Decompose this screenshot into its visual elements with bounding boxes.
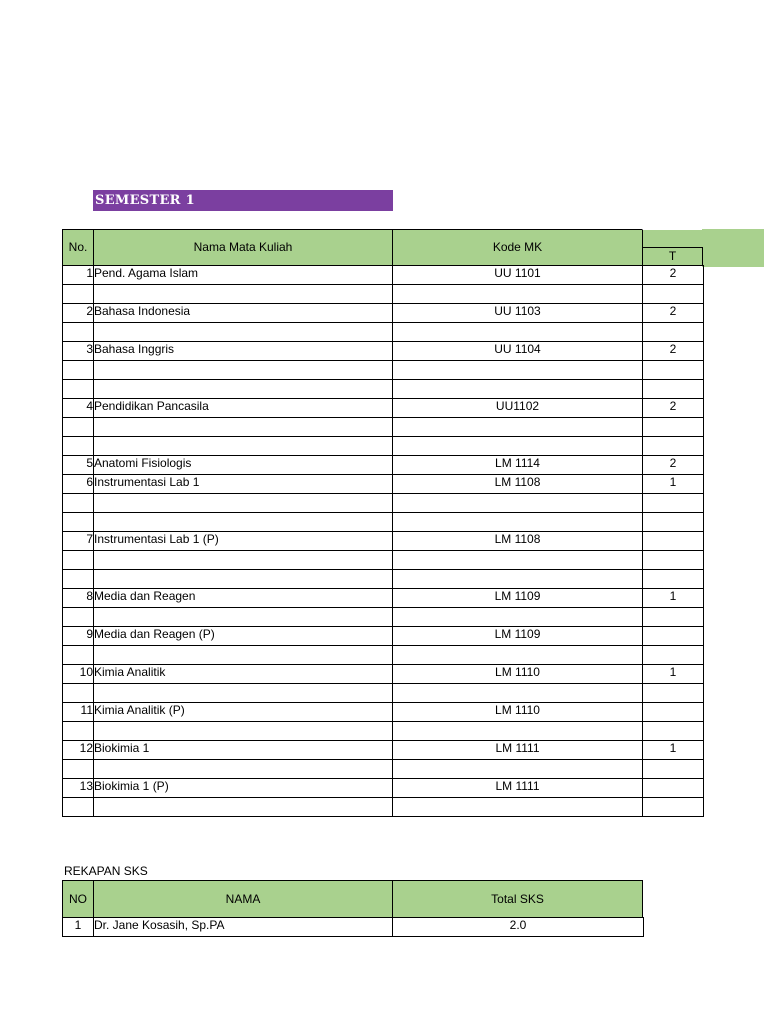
row-kode: LM 1110: [393, 665, 643, 684]
row-nama: Bahasa Inggris: [94, 342, 393, 361]
row-nama: Media dan Reagen: [94, 589, 393, 608]
rekap-title: REKAPAN SKS: [64, 864, 148, 878]
row-nama: [94, 285, 393, 304]
row-t: [643, 361, 704, 380]
row-no: [63, 760, 94, 779]
row-no: [63, 551, 94, 570]
header-extension: [702, 229, 764, 267]
semester-label: SEMESTER 1: [93, 190, 393, 211]
row-no: [63, 494, 94, 513]
row-t: [643, 703, 704, 722]
row-kode: [393, 722, 643, 741]
row-nama: Bahasa Indonesia: [94, 304, 393, 323]
row-nama: [94, 798, 393, 817]
table-row: [63, 475, 704, 494]
course-table: [62, 265, 704, 817]
row-nama: Kimia Analitik: [94, 665, 393, 684]
row-no: [63, 361, 94, 380]
row-kode: [393, 570, 643, 589]
row-t: 1: [643, 475, 704, 494]
row-kode: [393, 437, 643, 456]
row-kode: [393, 380, 643, 399]
table-row: [63, 741, 704, 760]
row-no: 9: [63, 627, 94, 646]
row-kode: LM 1111: [393, 741, 643, 760]
row-nama: Biokimia 1 (P): [94, 779, 393, 798]
row-kode: LM 1109: [393, 589, 643, 608]
row-nama: Instrumentasi Lab 1: [94, 475, 393, 494]
header-kode: Kode MK: [392, 229, 643, 266]
row-no: [63, 380, 94, 399]
row-no: [63, 513, 94, 532]
row-t: [643, 570, 704, 589]
row-kode: UU 1103: [393, 304, 643, 323]
table-row: [63, 760, 704, 779]
table-row: [63, 285, 704, 304]
row-kode: LM 1109: [393, 627, 643, 646]
rekap-header-no: NO: [62, 880, 94, 918]
row-nama: [94, 684, 393, 703]
row-nama: [94, 608, 393, 627]
table-row: [63, 323, 704, 342]
row-t: [643, 285, 704, 304]
table-row: [63, 437, 704, 456]
row-no: 7: [63, 532, 94, 551]
row-no: 8: [63, 589, 94, 608]
row-kode: [393, 323, 643, 342]
row-kode: LM 1108: [393, 475, 643, 494]
table-row: [63, 380, 704, 399]
row-kode: UU 1104: [393, 342, 643, 361]
row-t: 1: [643, 665, 704, 684]
table-row: [63, 456, 704, 475]
rekap-header-total: Total SKS: [392, 880, 643, 918]
row-t: 1: [643, 741, 704, 760]
rekap-header-nama: NAMA: [93, 880, 393, 918]
row-t: [643, 380, 704, 399]
row-t: [643, 684, 704, 703]
row-no: 1: [63, 266, 94, 285]
row-t: 2: [643, 266, 704, 285]
row-no: 13: [63, 779, 94, 798]
row-nama: [94, 437, 393, 456]
row-t: [643, 760, 704, 779]
row-nama: [94, 760, 393, 779]
row-t: [643, 722, 704, 741]
row-nama: [94, 551, 393, 570]
row-t: 2: [643, 456, 704, 475]
row-no: [63, 285, 94, 304]
table-row: [63, 418, 704, 437]
header-nama: Nama Mata Kuliah: [93, 229, 393, 266]
row-t: [643, 323, 704, 342]
table-row: [63, 665, 704, 684]
row-kode: LM 1108: [393, 532, 643, 551]
row-nama: Pend. Agama Islam: [94, 266, 393, 285]
table-row: [63, 532, 704, 551]
table-row: [63, 342, 704, 361]
row-no: 2: [63, 304, 94, 323]
rekap-no: 1: [63, 918, 94, 937]
row-no: 6: [63, 475, 94, 494]
row-kode: [393, 608, 643, 627]
row-kode: [393, 684, 643, 703]
row-nama: Anatomi Fisiologis: [94, 456, 393, 475]
row-nama: [94, 361, 393, 380]
row-no: [63, 437, 94, 456]
row-nama: [94, 513, 393, 532]
row-t: 1: [643, 589, 704, 608]
row-t: [643, 646, 704, 665]
row-no: 10: [63, 665, 94, 684]
rekap-table-body: [63, 918, 644, 937]
table-row: [63, 627, 704, 646]
row-nama: Kimia Analitik (P): [94, 703, 393, 722]
row-t: [643, 532, 704, 551]
row-nama: [94, 722, 393, 741]
row-kode: [393, 760, 643, 779]
course-table-body: [63, 266, 704, 817]
row-kode: [393, 494, 643, 513]
row-no: 3: [63, 342, 94, 361]
row-no: [63, 722, 94, 741]
row-kode: LM 1111: [393, 779, 643, 798]
row-t: [643, 551, 704, 570]
row-no: [63, 323, 94, 342]
rekap-nama: Dr. Jane Kosasih, Sp.PA: [94, 918, 393, 937]
table-row: [63, 399, 704, 418]
row-kode: [393, 418, 643, 437]
header-no: No.: [62, 229, 94, 266]
row-nama: [94, 323, 393, 342]
row-no: [63, 684, 94, 703]
table-row: [63, 513, 704, 532]
row-kode: [393, 513, 643, 532]
table-row: [63, 684, 704, 703]
row-kode: LM 1114: [393, 456, 643, 475]
row-nama: [94, 418, 393, 437]
rekap-row: [63, 918, 644, 937]
row-t: 2: [643, 342, 704, 361]
table-row: [63, 266, 704, 285]
row-kode: [393, 285, 643, 304]
row-t: [643, 494, 704, 513]
table-row: [63, 361, 704, 380]
row-nama: Media dan Reagen (P): [94, 627, 393, 646]
row-no: [63, 418, 94, 437]
table-row: [63, 798, 704, 817]
row-kode: [393, 361, 643, 380]
table-row: [63, 646, 704, 665]
row-kode: [393, 798, 643, 817]
row-nama: Instrumentasi Lab 1 (P): [94, 532, 393, 551]
row-no: [63, 570, 94, 589]
row-kode: [393, 646, 643, 665]
row-t: 2: [643, 304, 704, 323]
row-nama: Biokimia 1: [94, 741, 393, 760]
row-no: 5: [63, 456, 94, 475]
row-no: [63, 646, 94, 665]
table-row: [63, 703, 704, 722]
row-kode: UU 1101: [393, 266, 643, 285]
row-kode: LM 1110: [393, 703, 643, 722]
row-t: [643, 418, 704, 437]
row-no: 12: [63, 741, 94, 760]
row-no: 11: [63, 703, 94, 722]
row-nama: [94, 380, 393, 399]
table-row: [63, 589, 704, 608]
row-nama: [94, 646, 393, 665]
row-nama: [94, 570, 393, 589]
row-t: [643, 627, 704, 646]
row-nama: Pendidikan Pancasila: [94, 399, 393, 418]
header-t: T: [642, 247, 703, 266]
rekap-table: [62, 917, 644, 937]
row-t: [643, 779, 704, 798]
row-no: [63, 798, 94, 817]
row-t: [643, 513, 704, 532]
table-row: [63, 494, 704, 513]
table-row: [63, 570, 704, 589]
rekap-total: 2.0: [393, 918, 644, 937]
row-t: [643, 437, 704, 456]
row-t: [643, 608, 704, 627]
row-kode: UU1102: [393, 399, 643, 418]
row-kode: [393, 551, 643, 570]
row-no: 4: [63, 399, 94, 418]
table-row: [63, 779, 704, 798]
table-row: [63, 304, 704, 323]
row-nama: [94, 494, 393, 513]
table-row: [63, 608, 704, 627]
row-t: 2: [643, 399, 704, 418]
table-row: [63, 551, 704, 570]
row-no: [63, 608, 94, 627]
row-t: [643, 798, 704, 817]
table-row: [63, 722, 704, 741]
